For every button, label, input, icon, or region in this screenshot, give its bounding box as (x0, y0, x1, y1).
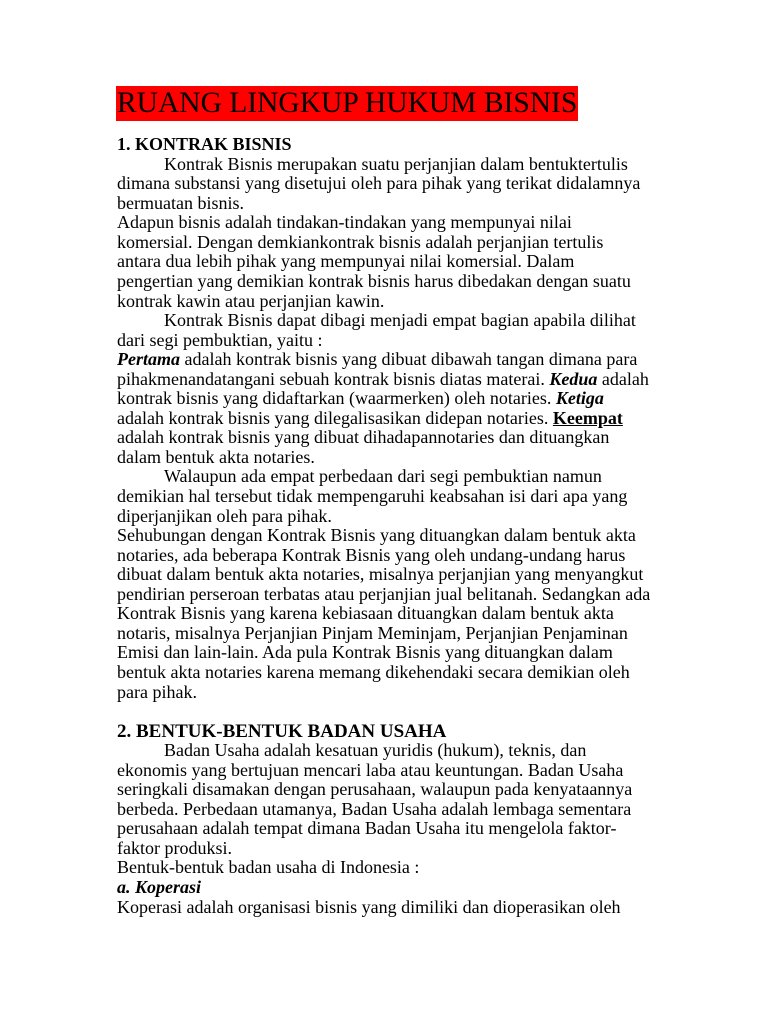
emphasis-ketiga: Ketiga (555, 388, 604, 409)
document-title: RUANG LINGKUP HUKUM BISNIS (117, 87, 578, 119)
paragraph-line: Walaupun ada empat perbedaan dari segi pembuktian namun (164, 466, 602, 487)
paragraph-line: dari segi pembuktian, yaitu : (117, 329, 323, 350)
paragraph-line: Emisi dan lain-lain. Ada pula Kontrak Bisnis yang dituangkan dalam (117, 642, 613, 663)
paragraph-line: dibuat dalam bentuk akta notaries, misalnya perjanjian yang menyangkut (117, 564, 644, 585)
line-text: adalah kontrak bisnis yang dilegalisasikan didepan notaries. (117, 407, 553, 428)
paragraph-line: notaris, misalnya Perjanjian Pinjam Meminjam, Perjanjian Penjaminan (117, 622, 628, 643)
section-heading-bentuk-badan-usaha: 2. BENTUK-BENTUK BADAN USAHA (117, 720, 447, 742)
paragraph-line: demikian hal tersebut tidak mempengaruhi keabsahan isi dari apa yang (117, 486, 628, 507)
paragraph-line: Adapun bisnis adalah tindakan-tindakan yang mempunyai nilai (117, 212, 572, 233)
paragraph-line: berbeda. Perbedaan utamanya, Badan Usaha adalah lembaga sementara (117, 798, 632, 819)
paragraph-line: para pihak. (117, 681, 197, 702)
document-body (117, 135, 717, 917)
paragraph-line (117, 350, 717, 370)
emphasis-keempat: Keempat (552, 407, 623, 428)
paragraph-line: pengertian yang demikian kontrak bisnis harus dibedakan dengan suatu (117, 271, 631, 292)
paragraph-line (117, 389, 717, 409)
paragraph-line: dimana substansi yang disetujui oleh para pihak yang terikat didalamnya (117, 173, 641, 194)
emphasis-kedua: Kedua (549, 368, 598, 389)
paragraph-line: Badan Usaha adalah kesatuan yuridis (hukum), teknis, dan (164, 740, 587, 761)
paragraph-line: faktor produksi. (117, 837, 232, 858)
paragraph-line: adalah kontrak bisnis yang dibuat dihadapannotaries dan dituangkan (117, 427, 610, 448)
paragraph-line: Sehubungan dengan Kontrak Bisnis yang dituangkan dalam bentuk akta (117, 525, 636, 546)
paragraph-line: Koperasi adalah organisasi bisnis yang dimiliki dan dioperasikan oleh (117, 896, 621, 917)
paragraph-line: notaries, ada beberapa Kontrak Bisnis yang oleh undang-undang harus (117, 544, 626, 565)
paragraph-line: kontrak kawin atau perjanjian kawin. (117, 290, 385, 311)
section-heading-kontrak-bisnis: 1. KONTRAK BISNIS (117, 134, 292, 155)
line-text: pihakmenandatangani sebuah kontrak bisnis diatas materai. (117, 368, 550, 389)
paragraph-line: seringkali disamakan dengan perusahaan, walaupun pada kenyataannya (117, 779, 633, 800)
line-text: kontrak bisnis yang didaftarkan (waarmerken) oleh notaries. (117, 388, 556, 409)
paragraph-line: bermuatan bisnis. (117, 192, 244, 213)
paragraph-line: Kontrak Bisnis merupakan suatu perjanjian dalam bentuktertulis (164, 153, 628, 174)
paragraph-line: diperjanjikan oleh para pihak. (117, 505, 332, 526)
paragraph-line (117, 409, 717, 429)
line-text: adalah kontrak bisnis yang dibuat dibawah tangan dimana para (180, 349, 638, 370)
paragraph-line: perusahaan adalah tempat dimana Badan Usaha itu mengelola faktor- (117, 818, 617, 839)
paragraph-line: bentuk akta notaries karena memang dikehendaki secara demikian oleh (117, 661, 630, 682)
paragraph-line: komersial. Dengan demkiankontrak bisnis adalah perjanjian tertulis (117, 231, 604, 252)
paragraph-line: Kontrak Bisnis yang karena kebiasaan dituangkan dalam bentuk akta (117, 603, 614, 624)
paragraph-line: Kontrak Bisnis dapat dibagi menjadi empat bagian apabila dilihat (164, 310, 636, 331)
paragraph-line: ekonomis yang bertujuan mencari laba atau keuntungan. Badan Usaha (117, 759, 624, 780)
subheading-koperasi: a. Koperasi (117, 876, 202, 897)
paragraph-line (117, 370, 717, 390)
paragraph-line: pendirian perseroan terbatas atau perjanjian jual belitanah. Sedangkan ada (117, 583, 651, 604)
emphasis-pertama: Pertama (117, 349, 180, 370)
line-text: adalah (597, 368, 649, 389)
paragraph-line: dalam bentuk akta notaries. (117, 446, 315, 467)
paragraph-line: antara dua lebih pihak yang mempunyai nilai komersial. Dalam (117, 251, 575, 272)
paragraph-line: Bentuk-bentuk badan usaha di Indonesia : (117, 857, 420, 878)
